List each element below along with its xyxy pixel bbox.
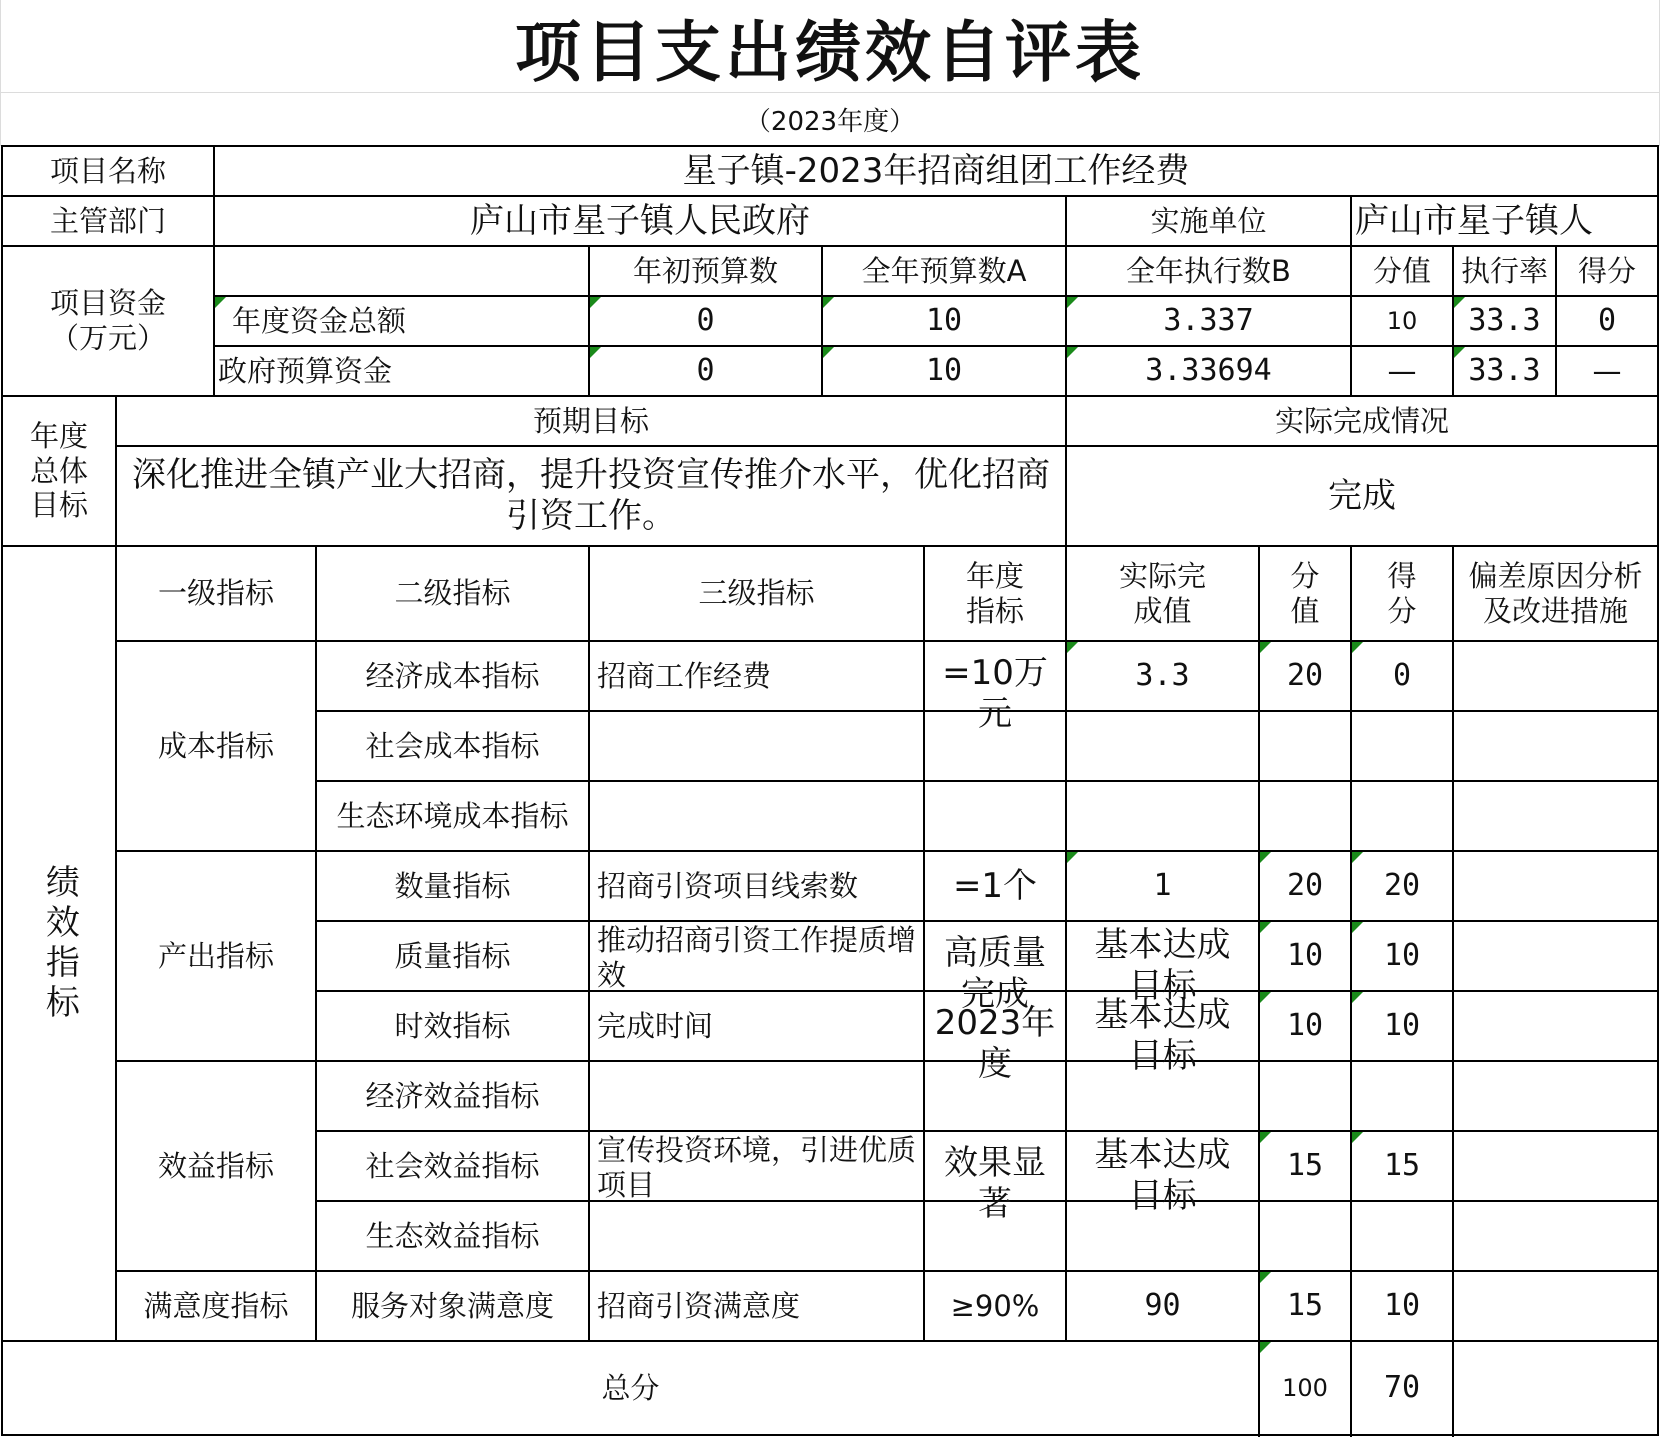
impl-value[interactable]: 庐山市星子镇人 bbox=[1355, 200, 1593, 241]
row-note[interactable] bbox=[1453, 1271, 1658, 1341]
funds-row-initial[interactable]: 0 bbox=[696, 303, 715, 338]
row-l2: 社会效益指标 bbox=[365, 1148, 540, 1183]
row-score[interactable]: 10 bbox=[1383, 1288, 1421, 1323]
row-actual[interactable] bbox=[1066, 1201, 1259, 1271]
row-l3[interactable]: 宣传投资环境，引进优质项目 bbox=[597, 1133, 917, 1202]
total-score[interactable]: 70 bbox=[1383, 1370, 1421, 1405]
funds-label: 项目资金（万元） bbox=[49, 286, 166, 355]
row-target[interactable]: ≥90% bbox=[950, 1288, 1040, 1323]
perf-label: 绩效指标 bbox=[39, 863, 80, 1024]
row-l3[interactable] bbox=[589, 1061, 924, 1131]
goal-expected-text[interactable]: 深化推进全镇产业大招商，提升投资宣传推介水平，优化招商引资工作。 bbox=[132, 455, 1050, 536]
row-score[interactable] bbox=[1351, 1201, 1453, 1271]
row-score[interactable]: 20 bbox=[1383, 868, 1421, 903]
row-note[interactable] bbox=[1453, 1061, 1658, 1131]
page-title: 项目支出绩效自评表 bbox=[515, 12, 1145, 91]
row-value[interactable]: 10 bbox=[1286, 1008, 1324, 1043]
row-note[interactable] bbox=[1453, 851, 1658, 921]
row-l3[interactable] bbox=[589, 1201, 924, 1271]
impl-label: 实施单位 bbox=[1150, 203, 1267, 238]
project-name-label: 项目名称 bbox=[49, 153, 166, 188]
funds-row-score[interactable]: 0 bbox=[1597, 303, 1617, 338]
project-name-value[interactable]: 星子镇-2023年招商组团工作经费 bbox=[682, 150, 1190, 191]
perf-header-l3: 三级指标 bbox=[698, 576, 815, 611]
funds-header-score: 得分 bbox=[1577, 253, 1636, 288]
row-l3[interactable] bbox=[589, 781, 924, 851]
funds-row-annual[interactable]: 10 bbox=[925, 303, 963, 338]
row-l3[interactable] bbox=[589, 711, 924, 781]
funds-header-executed: 全年执行数B bbox=[1126, 253, 1291, 288]
row-l3[interactable]: 招商引资满意度 bbox=[597, 1288, 801, 1323]
row-score[interactable] bbox=[1351, 781, 1453, 851]
funds-row-score[interactable]: — bbox=[1592, 353, 1622, 388]
funds-row-executed[interactable]: 3.337 bbox=[1163, 303, 1254, 338]
funds-row-name: 政府预算资金 bbox=[218, 353, 393, 388]
perf-header-note: 偏差原因分析及改进措施 bbox=[1468, 558, 1643, 628]
row-l3[interactable]: 招商工作经费 bbox=[597, 658, 772, 693]
row-value[interactable] bbox=[1259, 711, 1351, 781]
funds-row-annual[interactable]: 10 bbox=[925, 353, 963, 388]
row-value[interactable] bbox=[1259, 781, 1351, 851]
total-value[interactable]: 100 bbox=[1282, 1373, 1328, 1402]
row-value[interactable] bbox=[1259, 1061, 1351, 1131]
perf-header-value: 分值 bbox=[1290, 558, 1320, 628]
row-target[interactable] bbox=[924, 781, 1066, 851]
row-value[interactable] bbox=[1259, 1201, 1351, 1271]
row-value[interactable]: 15 bbox=[1286, 1288, 1324, 1323]
row-note[interactable] bbox=[1453, 641, 1658, 711]
funds-header-rate: 执行率 bbox=[1460, 253, 1548, 288]
perf-header-actual: 实际完成值 bbox=[1118, 558, 1206, 628]
row-l3[interactable]: 招商引资项目线索数 bbox=[597, 868, 859, 903]
row-actual[interactable] bbox=[1066, 781, 1259, 851]
funds-row-executed[interactable]: 3.33694 bbox=[1145, 353, 1272, 388]
row-score[interactable]: 0 bbox=[1392, 658, 1412, 693]
row-target[interactable]: =1个 bbox=[952, 865, 1038, 906]
row-value[interactable]: 15 bbox=[1286, 1148, 1324, 1183]
goal-actual-header: 实际完成情况 bbox=[1274, 403, 1449, 438]
goal-label: 年度总体目标 bbox=[29, 418, 88, 523]
row-target[interactable] bbox=[924, 711, 1066, 781]
funds-header-initial: 年初预算数 bbox=[632, 253, 778, 288]
row-actual[interactable] bbox=[1066, 1061, 1259, 1131]
row-l2: 质量指标 bbox=[394, 938, 511, 973]
row-l2: 经济效益指标 bbox=[365, 1078, 540, 1113]
funds-row-name: 年度资金总额 bbox=[232, 303, 407, 338]
funds-row-rate[interactable]: 33.3 bbox=[1468, 353, 1541, 388]
row-score[interactable]: 10 bbox=[1383, 1008, 1421, 1043]
row-actual[interactable]: 1 bbox=[1153, 868, 1172, 903]
perf-header-target: 年度指标 bbox=[965, 558, 1024, 628]
funds-row-rate[interactable]: 33.3 bbox=[1468, 303, 1541, 338]
dept-value[interactable]: 庐山市星子镇人民政府 bbox=[470, 200, 810, 241]
group-output: 产出指标 bbox=[157, 938, 274, 973]
row-score[interactable] bbox=[1351, 711, 1453, 781]
row-value[interactable]: 10 bbox=[1286, 938, 1324, 973]
perf-header-score: 得分 bbox=[1387, 558, 1417, 628]
row-actual[interactable]: 基本达成目标 bbox=[1094, 1135, 1231, 1216]
row-note[interactable] bbox=[1453, 1201, 1658, 1271]
row-l2: 服务对象满意度 bbox=[350, 1288, 554, 1323]
funds-row-score-value[interactable]: — bbox=[1387, 353, 1417, 388]
row-note[interactable] bbox=[1453, 991, 1658, 1061]
row-note[interactable] bbox=[1453, 781, 1658, 851]
row-target[interactable]: 高质量完成 bbox=[944, 933, 1046, 1014]
dept-label: 主管部门 bbox=[49, 203, 166, 238]
page-subtitle: （2023年度） bbox=[744, 106, 916, 137]
row-value[interactable]: 20 bbox=[1286, 658, 1324, 693]
row-value[interactable]: 20 bbox=[1286, 868, 1324, 903]
row-l2: 时效指标 bbox=[394, 1008, 511, 1043]
row-note[interactable] bbox=[1453, 1131, 1658, 1201]
total-note[interactable] bbox=[1453, 1341, 1658, 1435]
total-label: 总分 bbox=[601, 1370, 660, 1405]
group-satisfaction: 满意度指标 bbox=[143, 1288, 289, 1323]
funds-header-score-value: 分值 bbox=[1372, 253, 1431, 288]
row-l3[interactable]: 完成时间 bbox=[597, 1008, 714, 1043]
row-actual[interactable] bbox=[1066, 711, 1259, 781]
perf-header-l2: 二级指标 bbox=[394, 576, 511, 611]
goal-actual-text[interactable]: 完成 bbox=[1328, 475, 1396, 516]
row-l2: 经济成本指标 bbox=[365, 658, 540, 693]
row-actual[interactable]: 基本达成目标 bbox=[1094, 995, 1231, 1076]
row-l2: 数量指标 bbox=[394, 868, 511, 903]
row-note[interactable] bbox=[1453, 711, 1658, 781]
group-benefit: 效益指标 bbox=[157, 1148, 274, 1183]
row-score[interactable]: 15 bbox=[1383, 1148, 1421, 1183]
goal-expected-header: 预期目标 bbox=[532, 403, 649, 438]
row-actual[interactable]: 3.3 bbox=[1135, 658, 1190, 693]
row-target[interactable]: =10万元 bbox=[942, 653, 1048, 734]
funds-row-initial[interactable]: 0 bbox=[696, 353, 715, 388]
funds-row-score-value[interactable]: 10 bbox=[1386, 306, 1418, 335]
group-cost: 成本指标 bbox=[157, 728, 274, 763]
row-l2: 生态环境成本指标 bbox=[336, 798, 569, 833]
row-score[interactable] bbox=[1351, 1061, 1453, 1131]
row-actual[interactable]: 基本达成目标 bbox=[1094, 925, 1231, 1006]
row-target[interactable]: 效果显著 bbox=[944, 1143, 1046, 1224]
row-l3[interactable]: 推动招商引资工作提质增效 bbox=[597, 923, 917, 992]
perf-header-l1: 一级指标 bbox=[157, 576, 274, 611]
row-l2: 生态效益指标 bbox=[365, 1218, 540, 1253]
row-target[interactable] bbox=[924, 1201, 1066, 1271]
row-target[interactable]: 2023年度 bbox=[934, 1003, 1056, 1084]
row-l2: 社会成本指标 bbox=[365, 728, 540, 763]
row-note[interactable] bbox=[1453, 921, 1658, 991]
row-target[interactable] bbox=[924, 1061, 1066, 1131]
row-score[interactable]: 10 bbox=[1383, 938, 1421, 973]
row-actual[interactable]: 90 bbox=[1144, 1288, 1181, 1323]
funds-header-annual: 全年预算数A bbox=[861, 253, 1027, 288]
